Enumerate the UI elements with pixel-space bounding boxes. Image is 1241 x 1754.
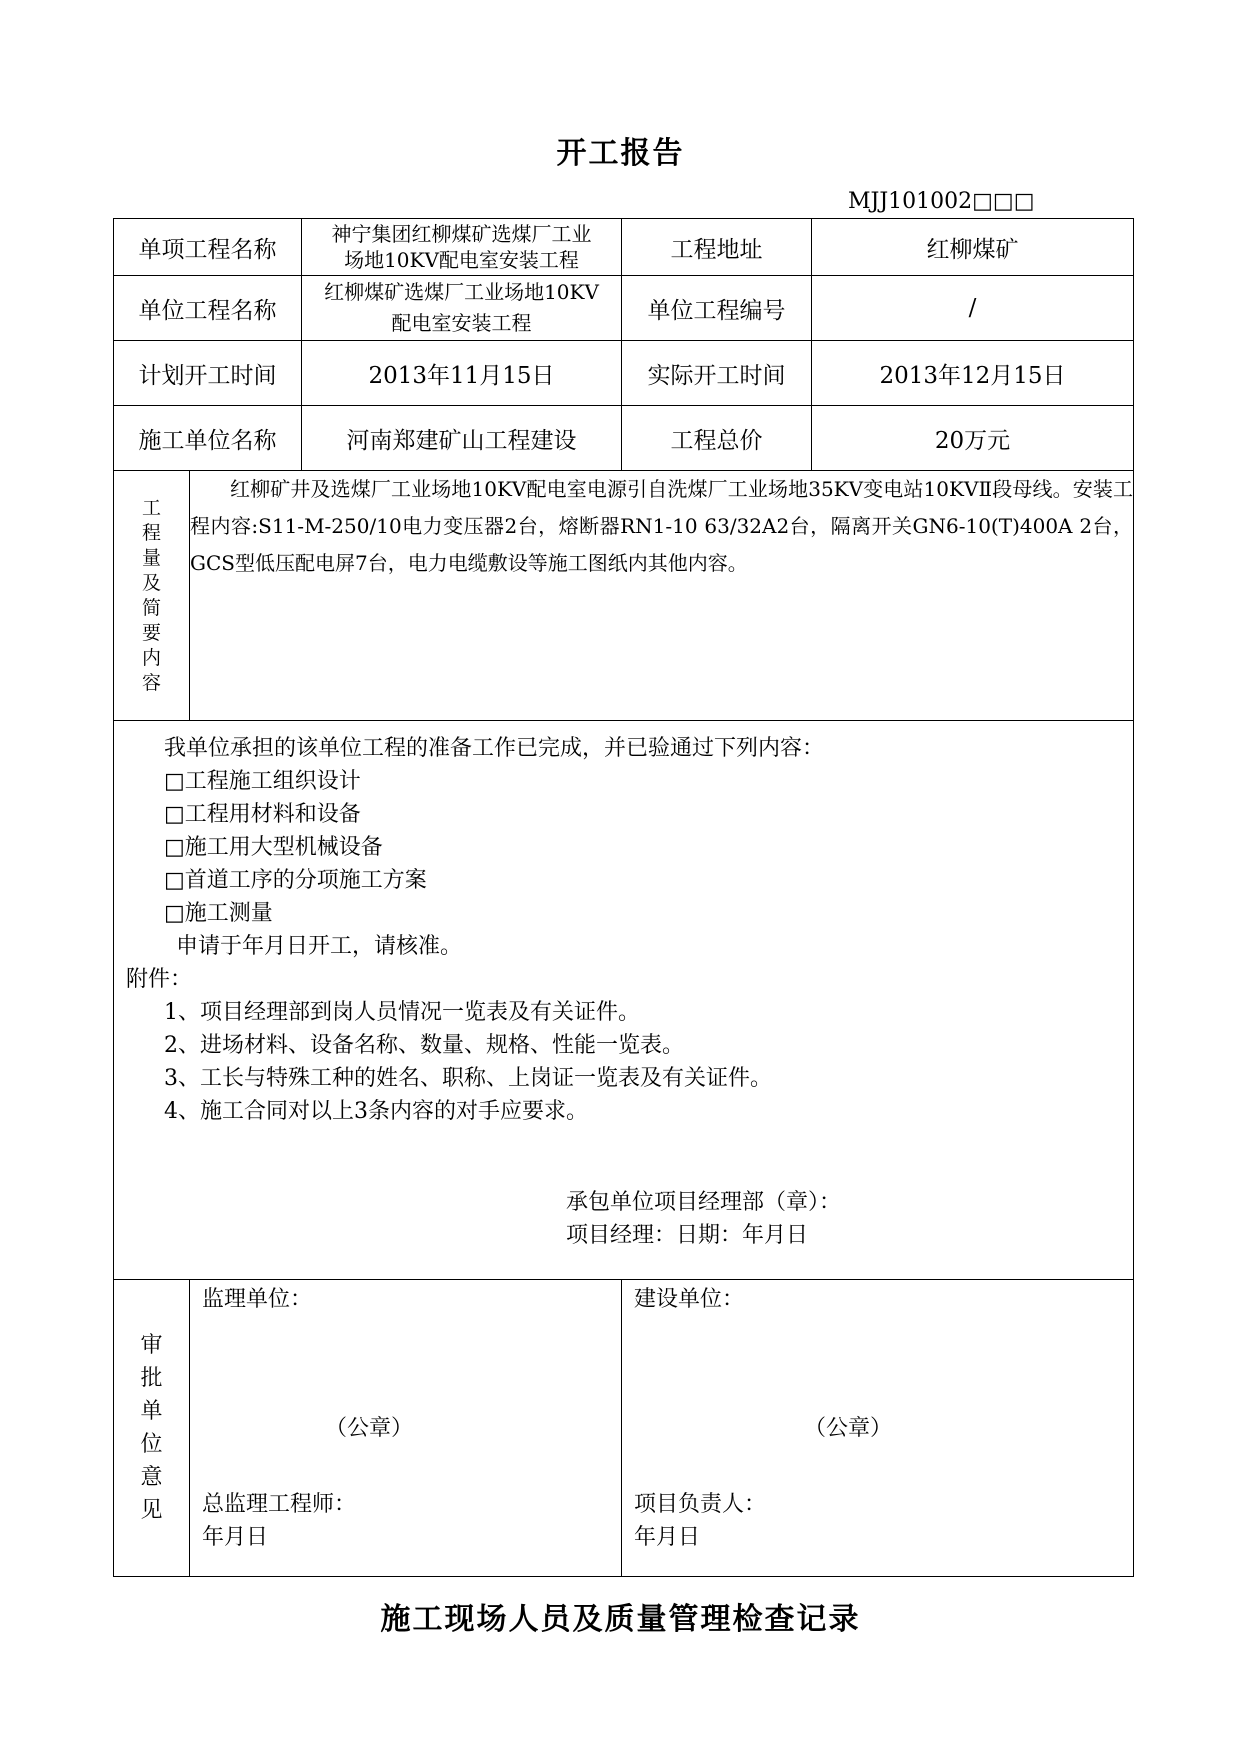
row-unit-project bbox=[114, 276, 1134, 341]
supervisor-approval bbox=[190, 1280, 622, 1577]
supervisor-seal: （公章） bbox=[325, 1416, 414, 1441]
row-contractor bbox=[114, 406, 1134, 471]
report-table bbox=[113, 218, 1134, 1577]
contractor-seal-label: 承包单位项目经理部（章）： bbox=[566, 1190, 842, 1215]
row-start-time bbox=[114, 341, 1134, 406]
planned-start-label: 计划开工时间 bbox=[114, 341, 302, 406]
owner-approval bbox=[622, 1280, 1134, 1577]
project-address-value: 红柳煤矿 bbox=[812, 219, 1134, 276]
attachment-item: 2、进场材料、设备名称、数量、规格、性能一览表。 bbox=[164, 1033, 684, 1058]
unit-project-value: 红柳煤矿选煤厂工业场地10KV 配电室安装工程 bbox=[302, 276, 622, 341]
checklist-item: □施工用大型机械设备 bbox=[164, 835, 383, 860]
checklist-item: □首道工序的分项施工方案 bbox=[164, 868, 427, 893]
checklist-item: □施工测量 bbox=[164, 901, 273, 926]
contractor-value: 河南郑建矿山工程建设 bbox=[302, 406, 622, 471]
project-lead-label: 项目负责人： bbox=[634, 1492, 767, 1517]
scope-text: 红柳矿井及选煤厂工业场地10KV配电室电源引自洗煤厂工业场地35KV变电站10KVⅡ段母线。安装工程内容:S11-M-250/10电力变压器2台，熔断器RN1-10 63/32A2台，隔离开关GN6-10(T)400A 2台，GCS型低压配电屏7台，电力电缆敷设等施工图纸内其他内容。 bbox=[190, 471, 1134, 721]
owner-label: 建设单位： bbox=[634, 1287, 745, 1312]
chief-supervisor-label: 总监理工程师： bbox=[202, 1492, 357, 1517]
actual-start-value: 2013年12月15日 bbox=[812, 341, 1134, 406]
attachment-item: 3、工长与特殊工种的姓名、职称、上岗证一览表及有关证件。 bbox=[164, 1066, 772, 1091]
preparation-section bbox=[114, 721, 1134, 1280]
total-price-value: 20万元 bbox=[812, 406, 1134, 471]
row-preparation bbox=[114, 721, 1134, 1280]
row-approval bbox=[114, 1280, 1134, 1577]
attachment-item: 1、项目经理部到岗人员情况一览表及有关证件。 bbox=[164, 1000, 640, 1025]
supervisor-label: 监理单位： bbox=[202, 1287, 313, 1312]
unit-project-label: 单位工程名称 bbox=[114, 276, 302, 341]
actual-start-label: 实际开工时间 bbox=[622, 341, 812, 406]
checklist-item: □工程用材料和设备 bbox=[164, 802, 361, 827]
unit-number-value: / bbox=[812, 276, 1134, 341]
checklist-item: □工程施工组织设计 bbox=[164, 769, 361, 794]
owner-date: 年月日 bbox=[634, 1525, 701, 1550]
supervisor-date: 年月日 bbox=[202, 1525, 269, 1550]
unit-number-label: 单位工程编号 bbox=[622, 276, 812, 341]
approval-label: 审 批 单 位 意 见 bbox=[114, 1280, 190, 1577]
row-project-item bbox=[114, 219, 1134, 276]
project-manager-sign: 项目经理：日期：年月日 bbox=[566, 1223, 809, 1248]
planned-start-value: 2013年11月15日 bbox=[302, 341, 622, 406]
project-item-label: 单项工程名称 bbox=[114, 219, 302, 276]
row-scope bbox=[114, 471, 1134, 721]
owner-seal: （公章） bbox=[804, 1416, 893, 1441]
scope-label: 工 程 量 及 简 要 内 容 bbox=[114, 471, 190, 721]
total-price-label: 工程总价 bbox=[622, 406, 812, 471]
page-title: 开工报告 bbox=[556, 136, 685, 171]
start-request: 申请于年月日开工，请核准。 bbox=[176, 934, 463, 959]
attachments-label: 附件： bbox=[126, 967, 193, 992]
project-item-value: 神宁集团红柳煤矿选煤厂工业 场地10KV配电室安装工程 bbox=[302, 219, 622, 276]
document-number: MJJ101002□□□ bbox=[848, 189, 1035, 214]
preparation-intro: 我单位承担的该单位工程的准备工作已完成，并已验通过下列内容： bbox=[164, 736, 825, 761]
attachment-item: 4、施工合同对以上3条内容的对手应要求。 bbox=[164, 1099, 588, 1124]
project-address-label: 工程地址 bbox=[622, 219, 812, 276]
contractor-label: 施工单位名称 bbox=[114, 406, 302, 471]
next-section-title: 施工现场人员及质量管理检查记录 bbox=[380, 1602, 861, 1637]
